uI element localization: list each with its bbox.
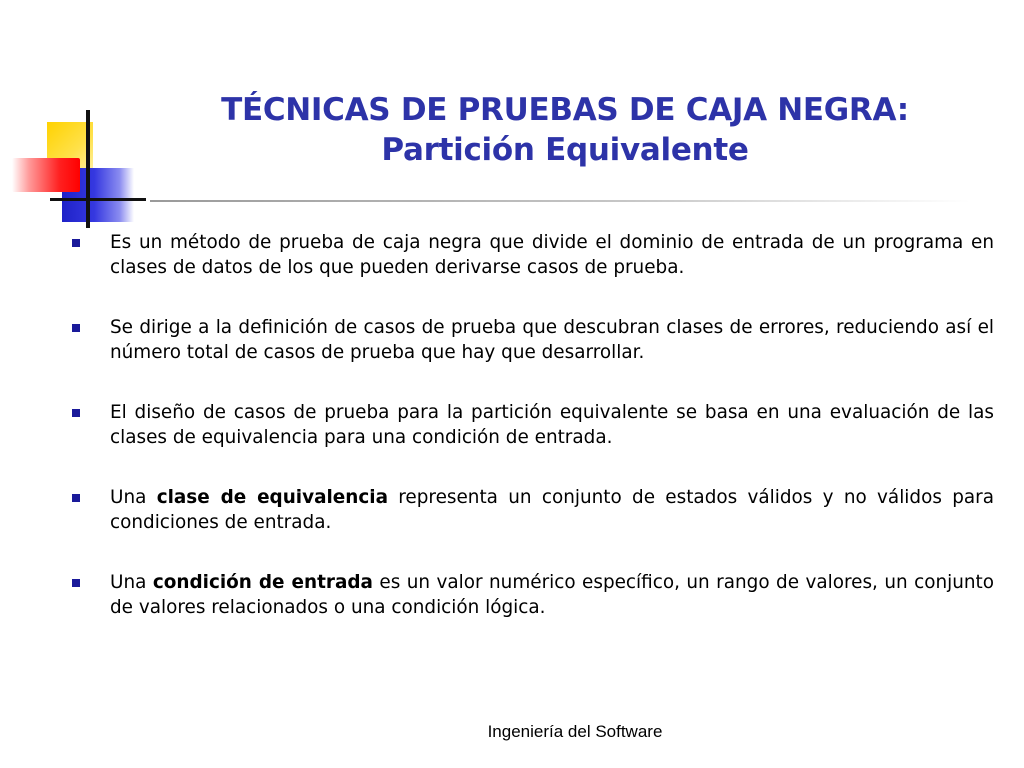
square-bullet-icon bbox=[72, 494, 80, 502]
red-square-shape bbox=[12, 158, 80, 192]
bullet-item bbox=[70, 570, 994, 620]
square-bullet-icon bbox=[72, 324, 80, 332]
decorative-logo bbox=[0, 100, 150, 230]
bullet-item bbox=[70, 400, 994, 450]
bullet-term-condicion-de-entrada: condición de entrada bbox=[152, 572, 373, 593]
title-line-1: TÉCNICAS DE PRUEBAS DE CAJA NEGRA: bbox=[221, 92, 909, 128]
square-bullet-icon bbox=[72, 239, 80, 247]
bullet-term-clase-de-equivalencia: clase de equivalencia bbox=[156, 487, 388, 508]
title-line-2: Partición Equivalente bbox=[381, 132, 749, 168]
bullet-text-prefix: Una bbox=[110, 572, 153, 593]
bullet-item bbox=[70, 230, 994, 280]
footer-text: Ingeniería del Software bbox=[487, 722, 663, 741]
bullet-text-suffix: representa un conjunto de estados válidos y no válidos para condiciones de entrada. bbox=[110, 487, 994, 533]
slide-title bbox=[140, 90, 990, 170]
vertical-line-shape bbox=[86, 110, 90, 228]
bullet-list bbox=[70, 230, 994, 655]
bullet-text-prefix: Una bbox=[110, 487, 157, 508]
square-bullet-icon bbox=[72, 409, 80, 417]
bullet-item bbox=[70, 485, 994, 535]
bullet-text: El diseño de casos de prueba para la partición equivalente se basa en una evaluación de las clases de equivalencia para una condición de entrada. bbox=[110, 402, 994, 448]
horizontal-line-shape bbox=[50, 198, 146, 201]
bullet-item bbox=[70, 315, 994, 365]
bullet-text: Es un método de prueba de caja negra que divide el dominio de entrada de un programa en clases de datos de los que pueden derivarse casos de prueba. bbox=[110, 232, 994, 278]
bullet-text: Se dirige a la definición de casos de prueba que descubran clases de errores, reduciendo así el número total de casos de prueba que hay que desarrollar. bbox=[110, 317, 994, 363]
bullet-text-suffix: es un valor numérico específico, un rango de valores, un conjunto de valores relacionados o una condición lógica. bbox=[110, 572, 994, 618]
title-divider bbox=[150, 200, 970, 202]
square-bullet-icon bbox=[72, 579, 80, 587]
